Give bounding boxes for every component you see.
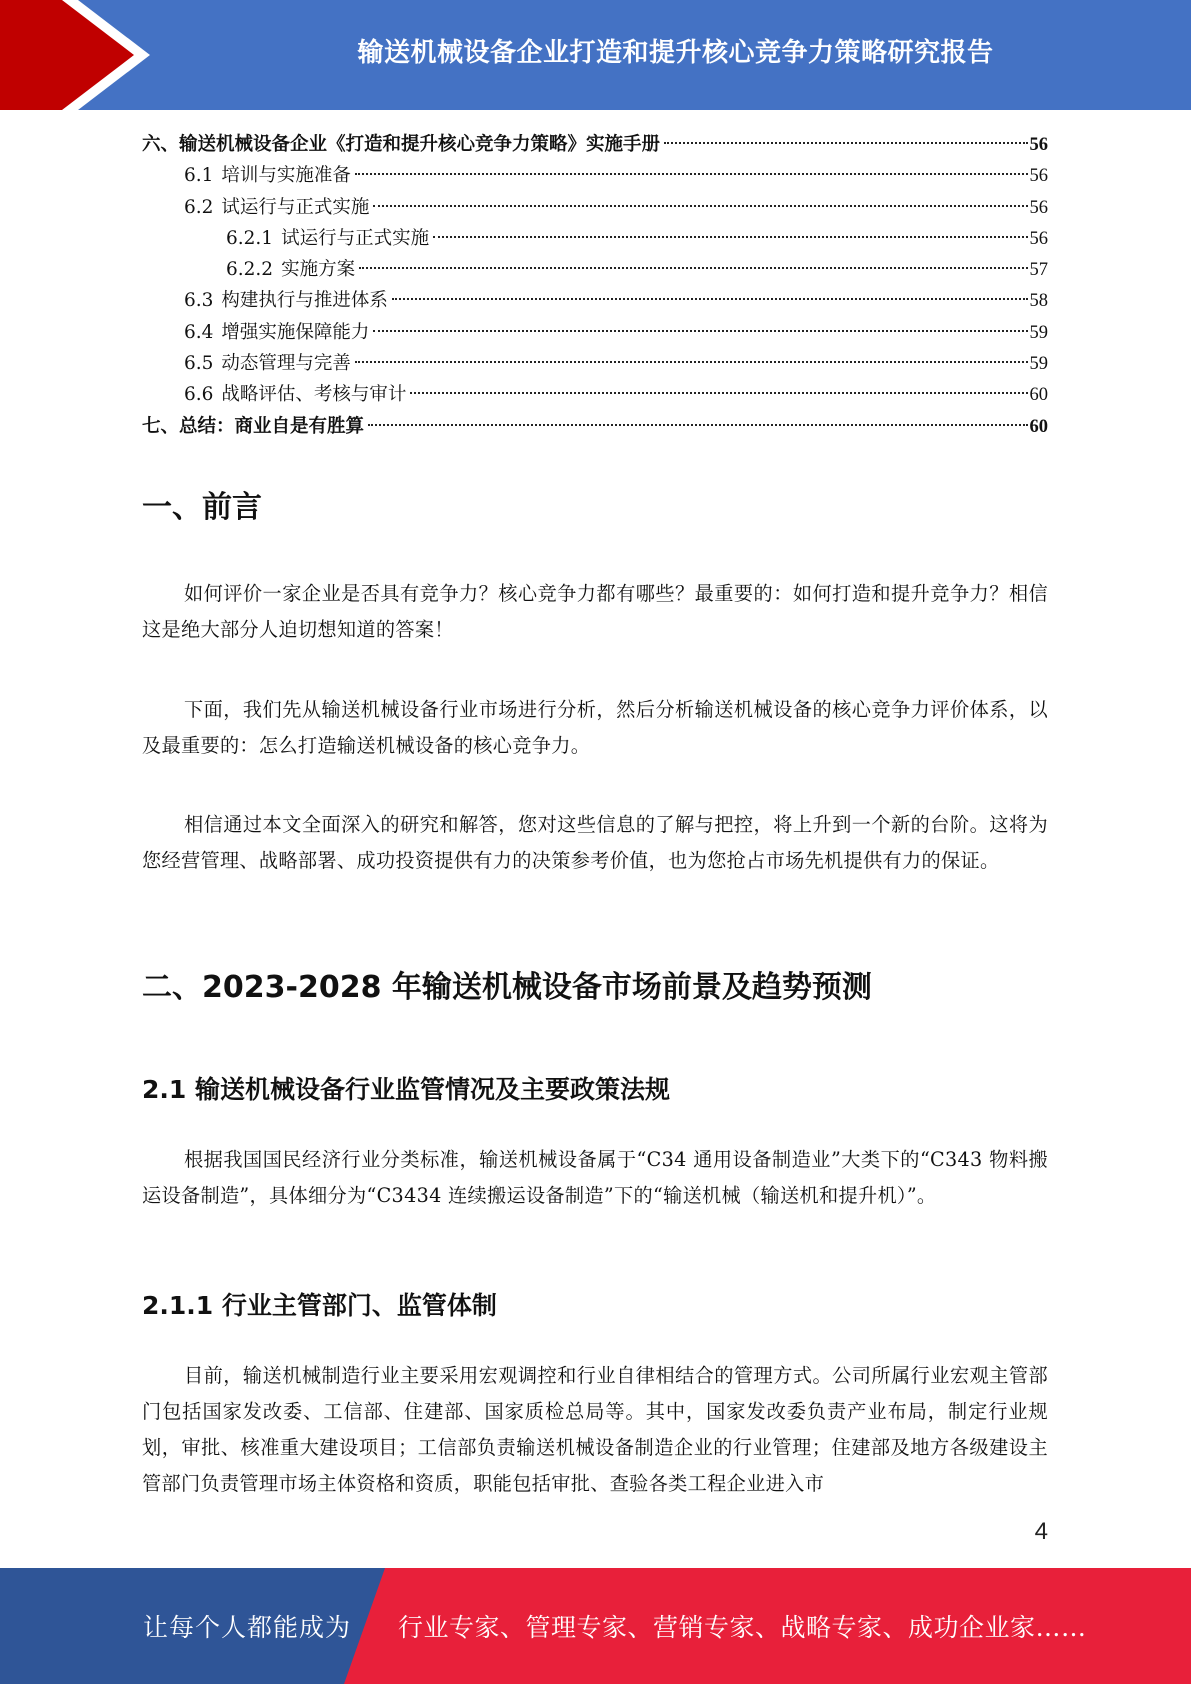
- toc-dot-leader: [433, 236, 1027, 238]
- toc-dot-leader: [355, 361, 1028, 363]
- toc-entry-page: 56: [1029, 166, 1048, 187]
- toc-entry-title: 试运行与正式实施: [221, 196, 370, 218]
- preface-paragraph-3: 相信通过本文全面深入的研究和解答，您对这些信息的了解与把控，将上升到一个新的台阶。这将为您经营管理、战略部署、成功投资提供有力的决策参考价值，也为您抢占市场先机提供有力的保证。: [142, 813, 1048, 872]
- toc-entry-page: 56: [1029, 197, 1048, 218]
- toc-dot-leader: [373, 330, 1027, 332]
- table-of-contents: [142, 129, 1048, 442]
- page-number: 4: [1034, 1518, 1048, 1545]
- toc-entry-title: 动态管理与完善: [221, 353, 351, 375]
- toc-entry-number: 6.2: [184, 196, 214, 218]
- subsection-heading-2-1-1: 2.1.1 行业主管部门、监管体制: [142, 1291, 497, 1320]
- toc-entry-title: 战略评估、考核与审计: [221, 384, 407, 406]
- page-header: [0, 0, 1191, 110]
- subsection-heading-2-1: 2.1 输送机械设备行业监管情况及主要政策法规: [142, 1075, 670, 1104]
- toc-entry-title: 试运行与正式实施: [281, 227, 430, 249]
- preface-paragraph-2: 下面，我们先从输送机械设备行业市场进行分析，然后分析输送机械设备的核心竞争力评价体系，以及最重要的：怎么打造输送机械设备的核心竞争力。: [142, 698, 1048, 757]
- section-heading-preface: 一、前言: [142, 490, 262, 525]
- toc-entry-title: 七、总结：商业自是有胜算: [142, 415, 365, 437]
- toc-entry-title: 构建执行与推进体系: [221, 290, 388, 312]
- toc-dot-leader: [359, 267, 1027, 269]
- preface-paragraph-1: 如何评价一家企业是否具有竞争力？核心竞争力都有哪些？最重要的：如何打造和提升竞争力？相信这是绝大部分人迫切想知道的答案！: [142, 582, 1048, 641]
- toc-entry[interactable]: [142, 192, 1048, 223]
- page-footer: [0, 1568, 1191, 1684]
- toc-entry[interactable]: [142, 348, 1048, 379]
- toc-entry-title: 六、输送机械设备企业《打造和提升核心竞争力策略》实施手册: [142, 134, 661, 155]
- toc-entry-page: 58: [1029, 291, 1048, 312]
- toc-entry[interactable]: [142, 254, 1048, 285]
- footer-slogan-right: 行业专家、管理专家、营销专家、战略专家、成功企业家……: [398, 1613, 1087, 1642]
- toc-dot-leader: [373, 205, 1027, 207]
- toc-entry-number: 6.2.2: [226, 259, 274, 281]
- report-title: 输送机械设备企业打造和提升核心竞争力策略研究报告: [357, 37, 994, 68]
- toc-entry[interactable]: [142, 129, 1048, 160]
- toc-entry-number: 6.3: [184, 290, 214, 312]
- toc-entry-page: 56: [1029, 228, 1048, 249]
- toc-entry[interactable]: [142, 285, 1048, 316]
- toc-entry-page: 59: [1029, 354, 1048, 375]
- toc-dot-leader: [410, 392, 1027, 394]
- toc-entry[interactable]: [142, 411, 1048, 442]
- toc-entry-page: 57: [1029, 260, 1048, 281]
- toc-dot-leader: [355, 173, 1028, 175]
- toc-entry-number: 6.2.1: [226, 227, 274, 249]
- toc-entry-number: 6.5: [184, 353, 214, 375]
- toc-entry-page: 56: [1029, 135, 1048, 155]
- section-heading-forecast: 二、2023-2028 年输送机械设备市场前景及趋势预测: [142, 970, 872, 1005]
- toc-entry-number: 6.4: [184, 321, 214, 343]
- toc-entry-page: 60: [1029, 416, 1048, 437]
- toc-dot-leader: [664, 142, 1027, 144]
- footer-slogan-left: 让每个人都能成为: [143, 1613, 352, 1642]
- toc-entry[interactable]: [142, 223, 1048, 254]
- subsection-2-1-paragraph: 根据我国国民经济行业分类标准，输送机械设备属于“C34 通用设备制造业”大类下的“C343 物料搬运设备制造”，具体细分为“C3434 连续搬运设备制造”下的“输送机械（输送机和提升机）”。: [142, 1148, 1048, 1207]
- toc-entry-title: 增强实施保障能力: [221, 321, 370, 343]
- toc-entry-number: 6.6: [184, 384, 214, 406]
- toc-entry-page: 59: [1029, 322, 1048, 343]
- toc-entry-title: 实施方案: [281, 259, 356, 281]
- subsection-2-1-1-paragraph: 目前，输送机械制造行业主要采用宏观调控和行业自律相结合的管理方式。公司所属行业宏观主管部门包括国家发改委、工信部、住建部、国家质检总局等。其中，国家发改委负责产业布局，制定行业规划，审批、核准重大建设项目；工信部负责输送机械设备制造企业的行业管理；住建部及地方各级建设主管部门负责管理市场主体资格和资质，职能包括审批、查验各类工程企业进入市: [142, 1364, 1048, 1495]
- toc-entry-title: 培训与实施准备: [221, 165, 351, 187]
- toc-entry-page: 60: [1029, 385, 1048, 406]
- toc-dot-leader: [368, 424, 1027, 426]
- toc-entry-number: 6.1: [184, 165, 214, 187]
- toc-entry[interactable]: [142, 160, 1048, 191]
- toc-dot-leader: [392, 298, 1028, 300]
- toc-entry[interactable]: [142, 379, 1048, 410]
- toc-entry[interactable]: [142, 317, 1048, 348]
